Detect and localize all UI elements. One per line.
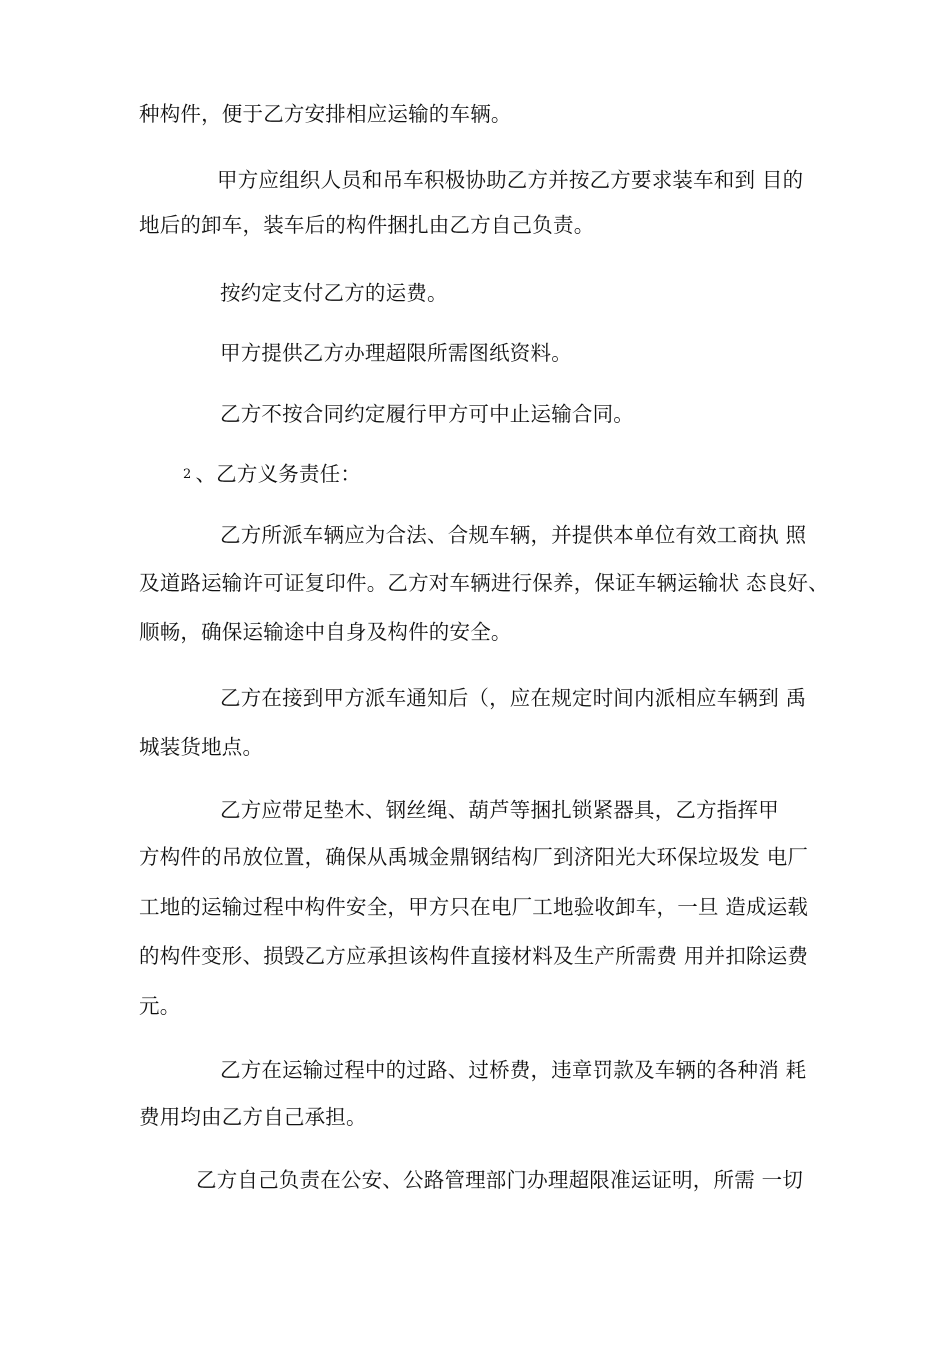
text-line: 乙方所派车辆应为合法、合规车辆，并提供本单位有效工商执 照 (220, 523, 807, 547)
text-line: 乙方不按合同约定履行甲方可中止运输合同。 (220, 402, 634, 426)
text-line: 城装货地点。 (139, 735, 264, 759)
text-line: 乙方应带足垫木、钢丝绳、葫芦等捆扎锁紧器具，乙方指挥甲 (220, 798, 779, 822)
text-line: 甲方提供乙方办理超限所需图纸资料。 (220, 341, 572, 365)
text-line: 方构件的吊放位置，确保从禹城金鼎钢结构厂到济阳光大环保垃圾发 电厂 (139, 845, 809, 869)
text-line: 乙方自己负责在公安、公路管理部门办理超限准运证明，所需 一切 (196, 1168, 804, 1192)
text-line: 费用均由乙方自己承担。 (139, 1105, 367, 1129)
text-line: 乙方在运输过程中的过路、过桥费，违章罚款及车辆的各种消 耗 (220, 1058, 807, 1082)
text-line: 元。 (139, 994, 181, 1018)
section-heading (183, 462, 361, 487)
text-line: 顺畅，确保运输途中自身及构件的安全。 (139, 620, 512, 644)
section-heading-text: 、乙方义务责任： (195, 462, 362, 486)
text-line: 的构件变形、损毁乙方应承担该构件直接材料及生产所需费 用并扣除运费 (139, 944, 809, 968)
text-line: 乙方在接到甲方派车通知后（，应在规定时间内派相应车辆到 禹 (220, 686, 807, 710)
text-line: 及道路运输许可证复印件。乙方对车辆进行保养，保证车辆运输状 态良好、 (139, 571, 829, 595)
text-line: 甲方应组织人员和吊车积极协助乙方并按乙方要求装车和到 目的 (217, 168, 804, 192)
section-number: 2 (183, 467, 192, 482)
text-line: 按约定支付乙方的运费。 (220, 281, 448, 305)
text-line: 工地的运输过程中构件安全，甲方只在电厂工地验收卸车，一旦 造成运载 (139, 895, 809, 919)
text-line: 地后的卸车，装车后的构件捆扎由乙方自己负责。 (139, 213, 595, 237)
text-line: 种构件，便于乙方安排相应运输的车辆。 (139, 102, 512, 126)
